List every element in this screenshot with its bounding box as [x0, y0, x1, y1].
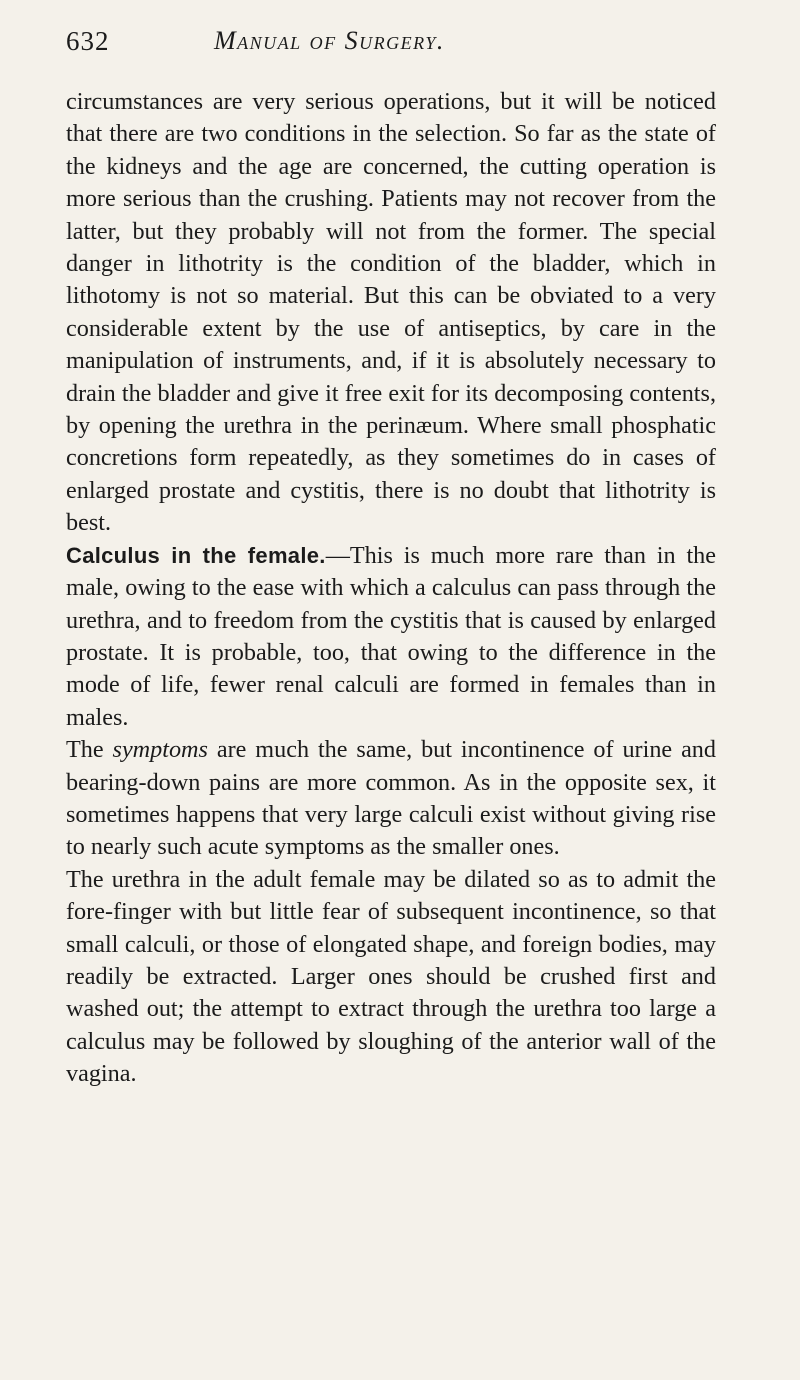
- italic-term: symptoms: [112, 736, 208, 764]
- section-run-in-heading: Calculus in the female.: [66, 542, 326, 568]
- paragraph-urethra: [66, 864, 716, 1091]
- running-head: [66, 26, 716, 72]
- paragraph-lead: The: [66, 736, 113, 764]
- book-page: [66, 26, 716, 1091]
- running-title: Manual of Surgery.: [214, 26, 445, 55]
- paragraph-symptoms: [66, 734, 716, 864]
- body-text: [66, 86, 716, 1091]
- paragraph-text: are much the same, but incontinence of urine and bearing-down pains are more common. As in the opposite sex, it sometimes happens that very large calculi exist without giving rise to nearly such acute symptoms as the smaller ones.: [66, 736, 716, 861]
- paragraph-text: —This is much more rare than in the male, owing to the ease with which a calculus can pass through the urethra, and to freedom from the cystitis that is caused by enlarged prostate. It is probable, too, that owing to the difference in the mode of life, fewer renal calculi are formed in females than in males.: [66, 541, 717, 731]
- paragraph-text: circumstances are very serious operations, but it will be noticed that there are two conditions in the selection. So far as the state of the kidneys and the age are concerned, the cutting operation is more serious than the crushing. Patients may not recover from the latter, but they probably will not from the former. The special danger in lithotrity is the condition of the bladder, which in lithotomy is not so material. But this can be obviated to a very considerable extent by the use of antiseptics, by care in the manipulation of instruments, and, if it is absolutely necessary to drain the bladder and give it free exit for its decomposing contents, by opening the urethra in the perinæum. Where small phosphatic concretions form repeatedly, as they sometimes do in cases of enlarged prostate and cystitis, there is no doubt that lithotrity is best.: [66, 88, 716, 537]
- paragraph-text: The urethra in the adult female may be dilated so as to admit the fore-finger with but little fear of subsequent incontinence, so that small calculi, or those of elongated shape, and foreign bodies, may readily be extracted. Larger ones should be crushed first and washed out; the attempt to extract through the urethra too large a calculus may be followed by sloughing of the anterior wall of the vagina.: [66, 865, 716, 1088]
- paragraph-calculus-female: [66, 540, 716, 734]
- page-number: 632: [66, 26, 110, 56]
- paragraph-continuation: [66, 86, 716, 540]
